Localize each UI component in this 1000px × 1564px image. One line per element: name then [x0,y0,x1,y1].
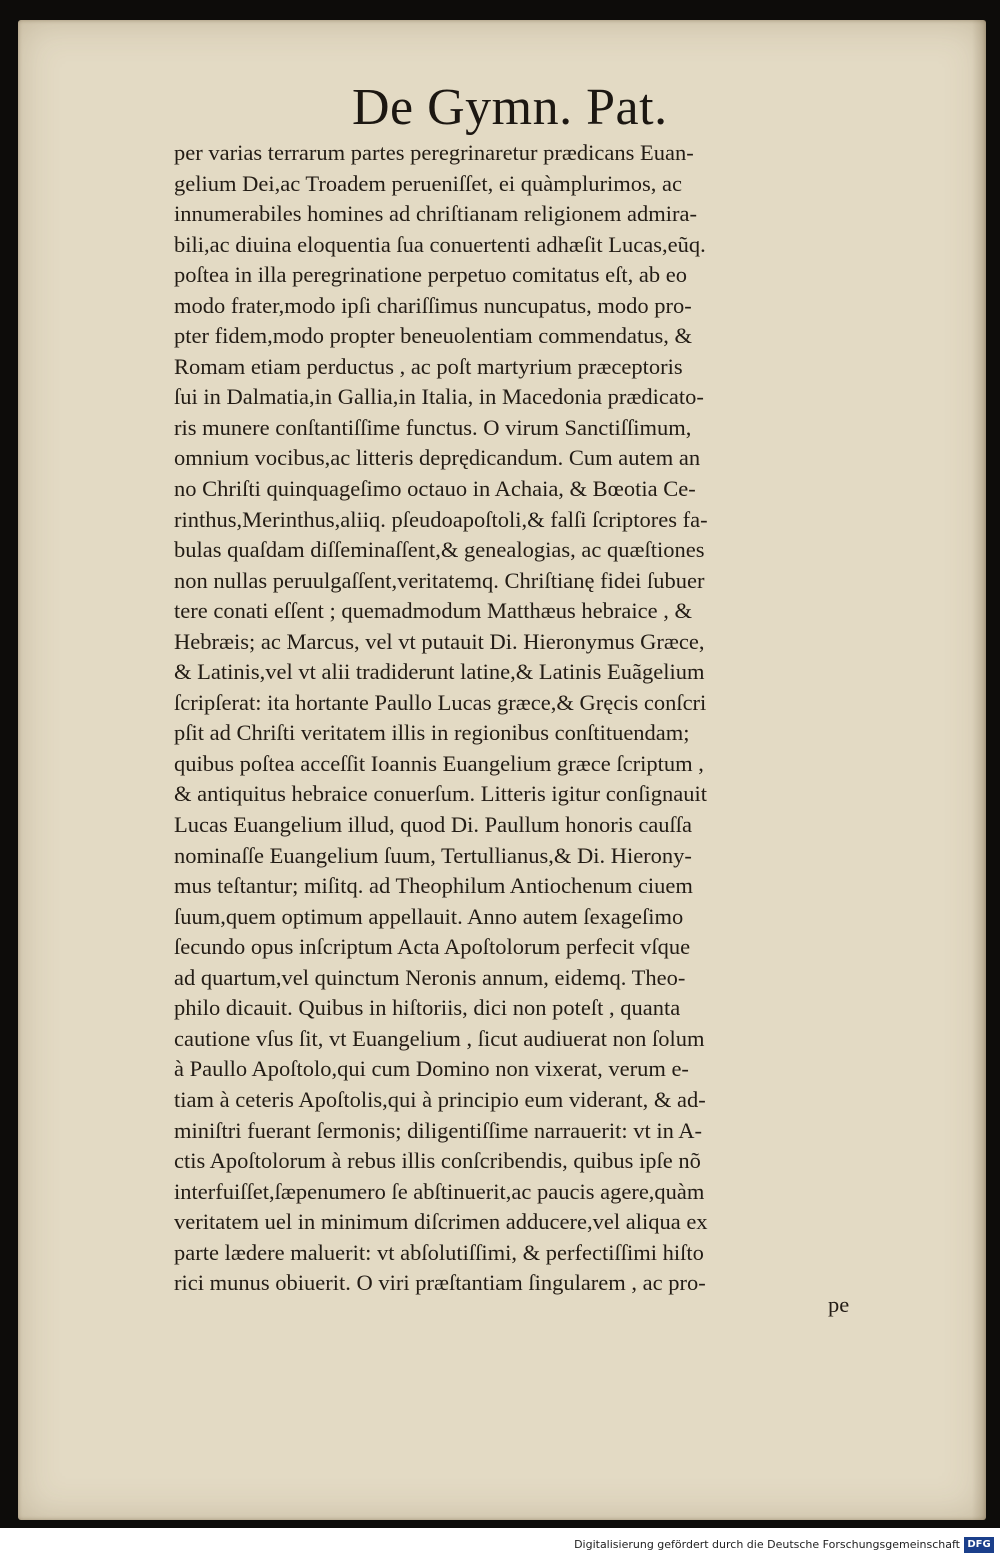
text-line: ctis Apoſtolorum à rebus illis conſcribendis, quibus ipſe nõ [174,1148,701,1174]
text-line: pſit ad Chriſti veritatem illis in regionibus conſtituendam; [174,720,690,746]
text-line: gelium Dei,ac Troadem perueniſſet, ei quàmplurimos, ac [174,170,682,196]
text-line: parte lædere maluerit: vt abſolutiſſimi, & perfectiſſimi hiſto [174,1239,704,1265]
text-line: ſcripſerat: ita hortante Paullo Lucas græce,& Gręcis conſcri [174,689,707,715]
text-line: interfuiſſet,ſæpenumero ſe abſtinuerit,ac paucis agere,quàm [174,1178,705,1204]
text-line: modo frater,modo ipſi chariſſimus nuncupatus, modo pro- [174,292,692,318]
funding-credit: Digitalisierung gefördert durch die Deutsche Forschungsgemeinschaft [574,1538,960,1551]
text-line: ſuum,quem optimum appellauit. Anno autem ſexageſimo [174,903,684,929]
text-line: non nullas peruulgaſſent,veritatemq. Chriſtianę fidei ſubuer [174,567,705,593]
text-line: innumerabiles homines ad chriſtianam religionem admira- [174,201,697,227]
text-line: & antiquitus hebraice conuerſum. Litteris igitur conſignauit [174,781,707,807]
text-line: à Paullo Apoſtolo,qui cum Domino non vixerat, verum e- [174,1056,689,1082]
text-line: nominaſſe Euangelium ſuum, Tertullianus,& Di. Hierony- [174,842,692,868]
text-line: ſecundo opus inſcriptum Acta Apoſtolorum perfecit vſque [174,934,691,960]
text-line: omnium vocibus,ac litteris deprędicandum. Cum autem an [174,445,701,471]
text-line: rici munus obiuerit. O viri præſtantiam ſingularem , ac pro- [174,1270,706,1296]
text-line: bili,ac diuina eloquentia ſua conuertenti adhæſit Lucas,eũq. [174,231,706,257]
text-line: rinthus,Merinthus,aliiq. pſeudoapoſtoli,& falſi ſcriptores fa- [174,506,708,532]
text-line: poſtea in illa peregrinatione perpetuo comitatus eſt, ab eo [174,262,687,288]
dfg-logo-icon[interactable]: DFG [964,1537,994,1553]
text-line: Romam etiam perductus , ac poſt martyrium præceptoris [174,353,683,379]
catchword: pe [828,1292,850,1317]
page-edge-shadow [972,20,986,1520]
text-line: philo dicauit. Quibus in hiſtoriis, dici non poteſt , quanta [174,995,681,1021]
text-line: Hebræis; ac Marcus, vel vt putauit Di. Hieronymus Græce, [174,628,705,654]
running-head: De Gymn. Pat. [352,79,668,136]
text-line: ſui in Dalmatia,in Gallia,in Italia, in Macedonia prædicato- [174,384,704,410]
text-line: ad quartum,vel quinctum Neronis annum, eidemq. Theo- [174,964,686,990]
text-line: tere conati eſſent ; quemadmodum Matthæus hebraice , & [174,598,692,624]
text-line: miniſtri fuerant ſermonis; diligentiſſime narrauerit: vt in A- [174,1117,703,1143]
footer-bar [0,1528,1000,1564]
text-line: per varias terrarum partes peregrinaretur prædicans Euan- [174,140,694,165]
text-line: ris munere conſtantiſſime functus. O virum Sanctiſſimum, [174,414,692,440]
text-line: quibus poſtea acceſſit Ioannis Euangelium græce ſcriptum , [174,750,704,776]
text-line: Lucas Euangelium illud, quod Di. Paullum honoris cauſſa [174,812,693,838]
text-line: & Latinis,vel vt alii tradiderunt latine,& Latinis Euãgelium [174,659,705,685]
text-line: tiam à ceteris Apoſtolis,qui à principio eum viderant, & ad- [174,1086,706,1112]
text-line: no Chriſti quinquageſimo octauo in Achaia, & Bœotia Ce- [174,476,696,502]
text-line: veritatem uel in minimum diſcrimen adducere,vel aliqua ex [174,1209,708,1235]
text-line: pter fidem,modo propter beneuolentiam commendatus, & [174,323,692,349]
body-text [174,138,888,1299]
text-line: bulas quaſdam diſſeminaſſent,& genealogias, ac quæſtiones [174,537,705,563]
text-line: cautione vſus ſit, vt Euangelium , ſicut audiuerat non ſolum [174,1025,705,1051]
text-line: mus teſtantur; miſitq. ad Theophilum Antiochenum ciuem [174,873,693,899]
